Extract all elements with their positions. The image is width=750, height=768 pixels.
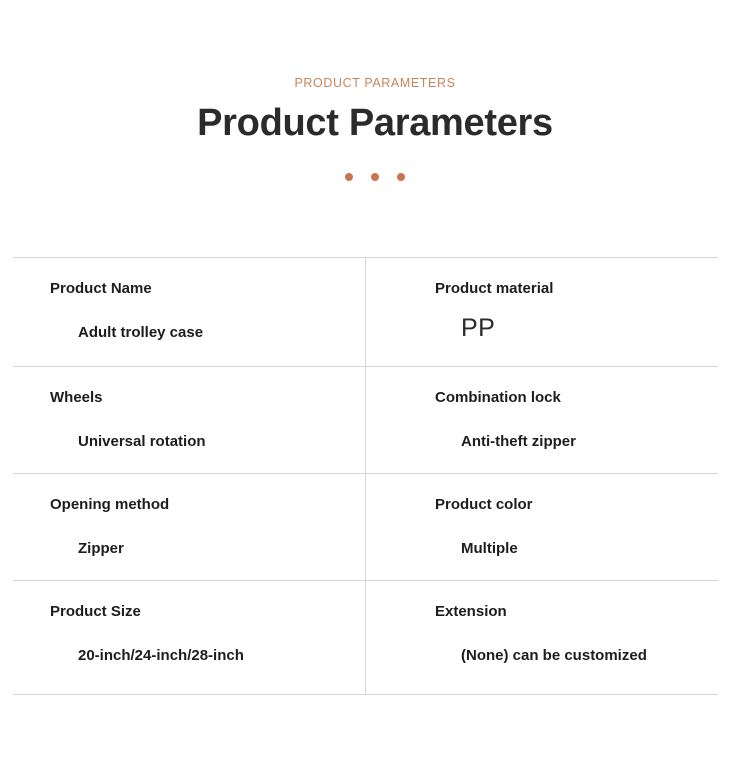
param-cell-extension (366, 581, 718, 694)
parameters-table (13, 257, 718, 695)
param-value: Zipper (78, 540, 124, 557)
param-label: Wheels (50, 389, 103, 406)
param-label: Product material (435, 280, 554, 297)
param-cell-product-color (366, 474, 718, 580)
dot-icon (371, 173, 379, 181)
table-row (13, 581, 718, 695)
param-value: Universal rotation (78, 433, 206, 450)
param-cell-wheels (13, 367, 366, 473)
param-label: Combination lock (435, 389, 561, 406)
param-cell-product-size (13, 581, 366, 694)
param-label: Product color (435, 496, 533, 513)
dot-icon (345, 173, 353, 181)
param-value: Multiple (461, 540, 518, 557)
param-value: Anti-theft zipper (461, 433, 576, 450)
dot-icon (397, 173, 405, 181)
param-value: Adult trolley case (78, 324, 204, 341)
param-label: Product Size (50, 603, 141, 620)
table-row (13, 474, 718, 581)
decorative-dots (0, 173, 750, 181)
param-cell-opening-method (13, 474, 366, 580)
section-eyebrow: PRODUCT PARAMETERS (294, 76, 456, 90)
table-row (13, 367, 718, 474)
param-value: 20-inch/24-inch/28-inch (78, 647, 244, 664)
param-cell-product-material (366, 258, 718, 366)
param-cell-combination-lock (366, 367, 718, 473)
param-value: (None) can be customized (461, 647, 647, 664)
param-value: PP (461, 314, 496, 342)
param-label: Extension (435, 603, 507, 620)
param-cell-product-name (13, 258, 366, 366)
param-label: Opening method (50, 496, 170, 513)
page-title: Product Parameters (197, 102, 553, 144)
param-label: Product Name (50, 280, 152, 297)
table-row (13, 258, 718, 367)
